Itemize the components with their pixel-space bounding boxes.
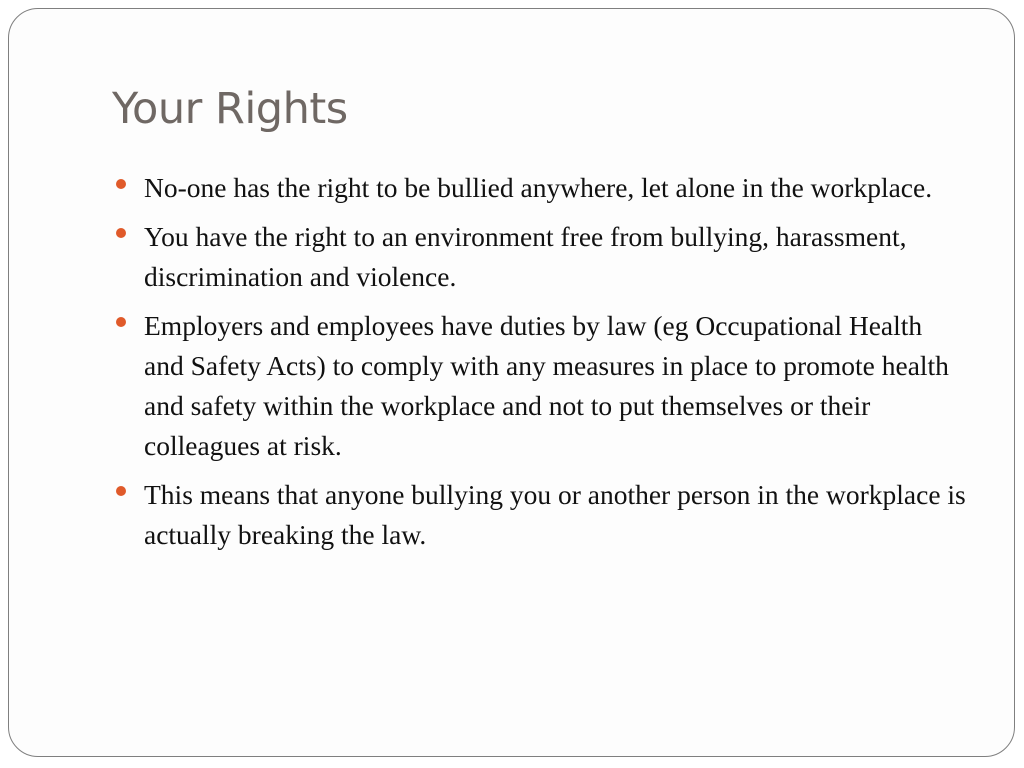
bullet-text: You have the right to an environment free from bullying, harassment, discrimination and violence. bbox=[144, 221, 907, 292]
bullet-item bbox=[116, 217, 966, 297]
bullet-dot-icon bbox=[116, 228, 126, 238]
bullet-text: No-one has the right to be bullied anywhere, let alone in the workplace. bbox=[144, 172, 933, 203]
bullet-dot-icon bbox=[116, 317, 126, 327]
slide-title: Your Rights bbox=[112, 84, 348, 134]
bullet-text: This means that anyone bullying you or another person in the workplace is actually breaking the law. bbox=[144, 479, 966, 550]
bullet-item bbox=[116, 306, 966, 466]
bullet-text: Employers and employees have duties by law (eg Occupational Health and Safety Acts) to comply with any measures in place to promote health and safety within the workplace and not to put themselves or their colleagues at risk. bbox=[144, 310, 949, 461]
bullet-dot-icon bbox=[116, 486, 126, 496]
bullet-item bbox=[116, 475, 966, 555]
bullet-list bbox=[116, 168, 966, 564]
bullet-item bbox=[116, 168, 966, 208]
bullet-dot-icon bbox=[116, 179, 126, 189]
